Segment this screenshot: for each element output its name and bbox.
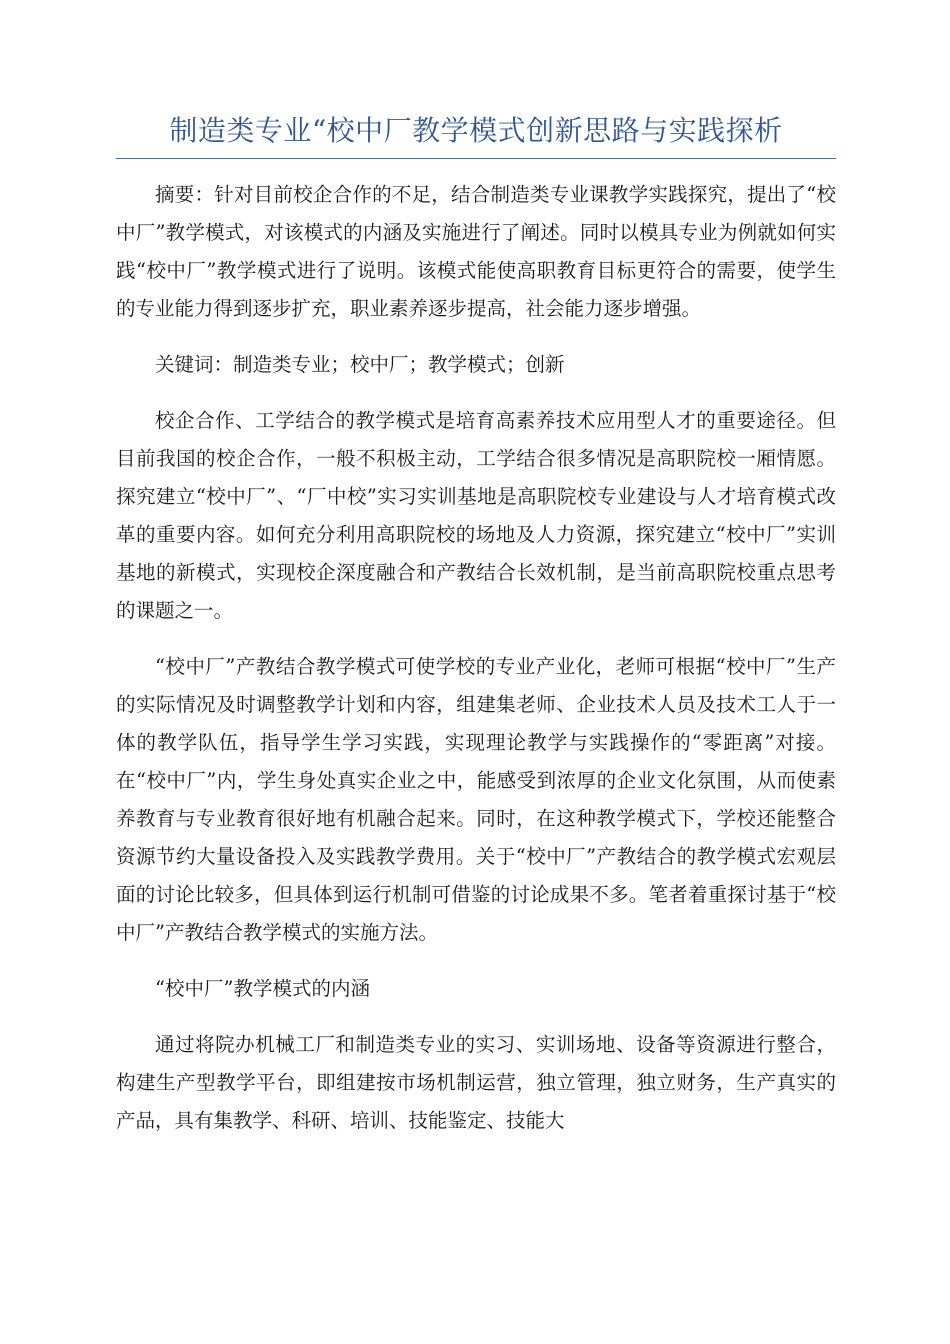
body-paragraph: 校企合作、工学结合的教学模式是培育高素养技术应用型人才的重要途径。但目前我国的校企合作，一般不积极主动，工学结合很多情况是高职院校一厢情愿。探究建立“校中厂”、“厂中校”实习实训基地是高职院校专业建设与人才培育模式改革的重要内容。如何充分利用高职院校的场地及人力资源，探究建立“校中厂”实训基地的新模式，实现校企深度融合和产教结合长效机制，是当前高职院校重点思考的课题之一。 (116, 409, 836, 622)
document-title: 制造类专业“校中厂教学模式创新思路与实践探析 (169, 114, 783, 147)
body-paragraph: 通过将院办机械工厂和制造类专业的实习、实训场地、设备等资源进行整合，构建生产型教学平台，即组建按市场机制运营，独立管理，独立财务，生产真实的产品，具有集教学、科研、培训、技能鉴定、技能大 (116, 1033, 836, 1132)
abstract-paragraph: 摘要：针对目前校企合作的不足，结合制造类专业课教学实践探究，提出了“校中厂”教学模式，对该模式的内涵及实施进行了阐述。同时以模具专业为例就如何实践“校中厂”教学模式进行了说明。该模式能使高职教育目标更符合的需要，使学生的专业能力得到逐步扩充，职业素养逐步提高，社会能力逐步增强。 (116, 183, 836, 320)
document-body (116, 176, 836, 1158)
body-paragraph: “校中厂”产教结合教学模式可使学校的专业产业化，老师可根据“校中厂”生产的实际情况及时调整教学计划和内容，组建集老师、企业技术人员及技术工人于一体的教学队伍，指导学生学习实践，实现理论教学与实践操作的“零距离”对接。在“校中厂”内，学生身处真实企业之中，能感受到浓厚的企业文化氛围，从而使素养教育与专业教育很好地有机融合起来。同时，在这种教学模式下，学校还能整合资源节约大量设备投入及实践教学费用。关于“校中厂”产教结合的教学模式宏观层面的讨论比较多，但具体到运行机制可借鉴的讨论成果不多。笔者着重探讨基于“校中厂”产教结合教学模式的实施方法。 (116, 655, 836, 944)
section-heading: “校中厂”教学模式的内涵 (155, 977, 370, 1000)
keywords-paragraph: 关键词：制造类专业；校中厂；教学模式；创新 (155, 353, 565, 376)
title-block (116, 112, 836, 159)
